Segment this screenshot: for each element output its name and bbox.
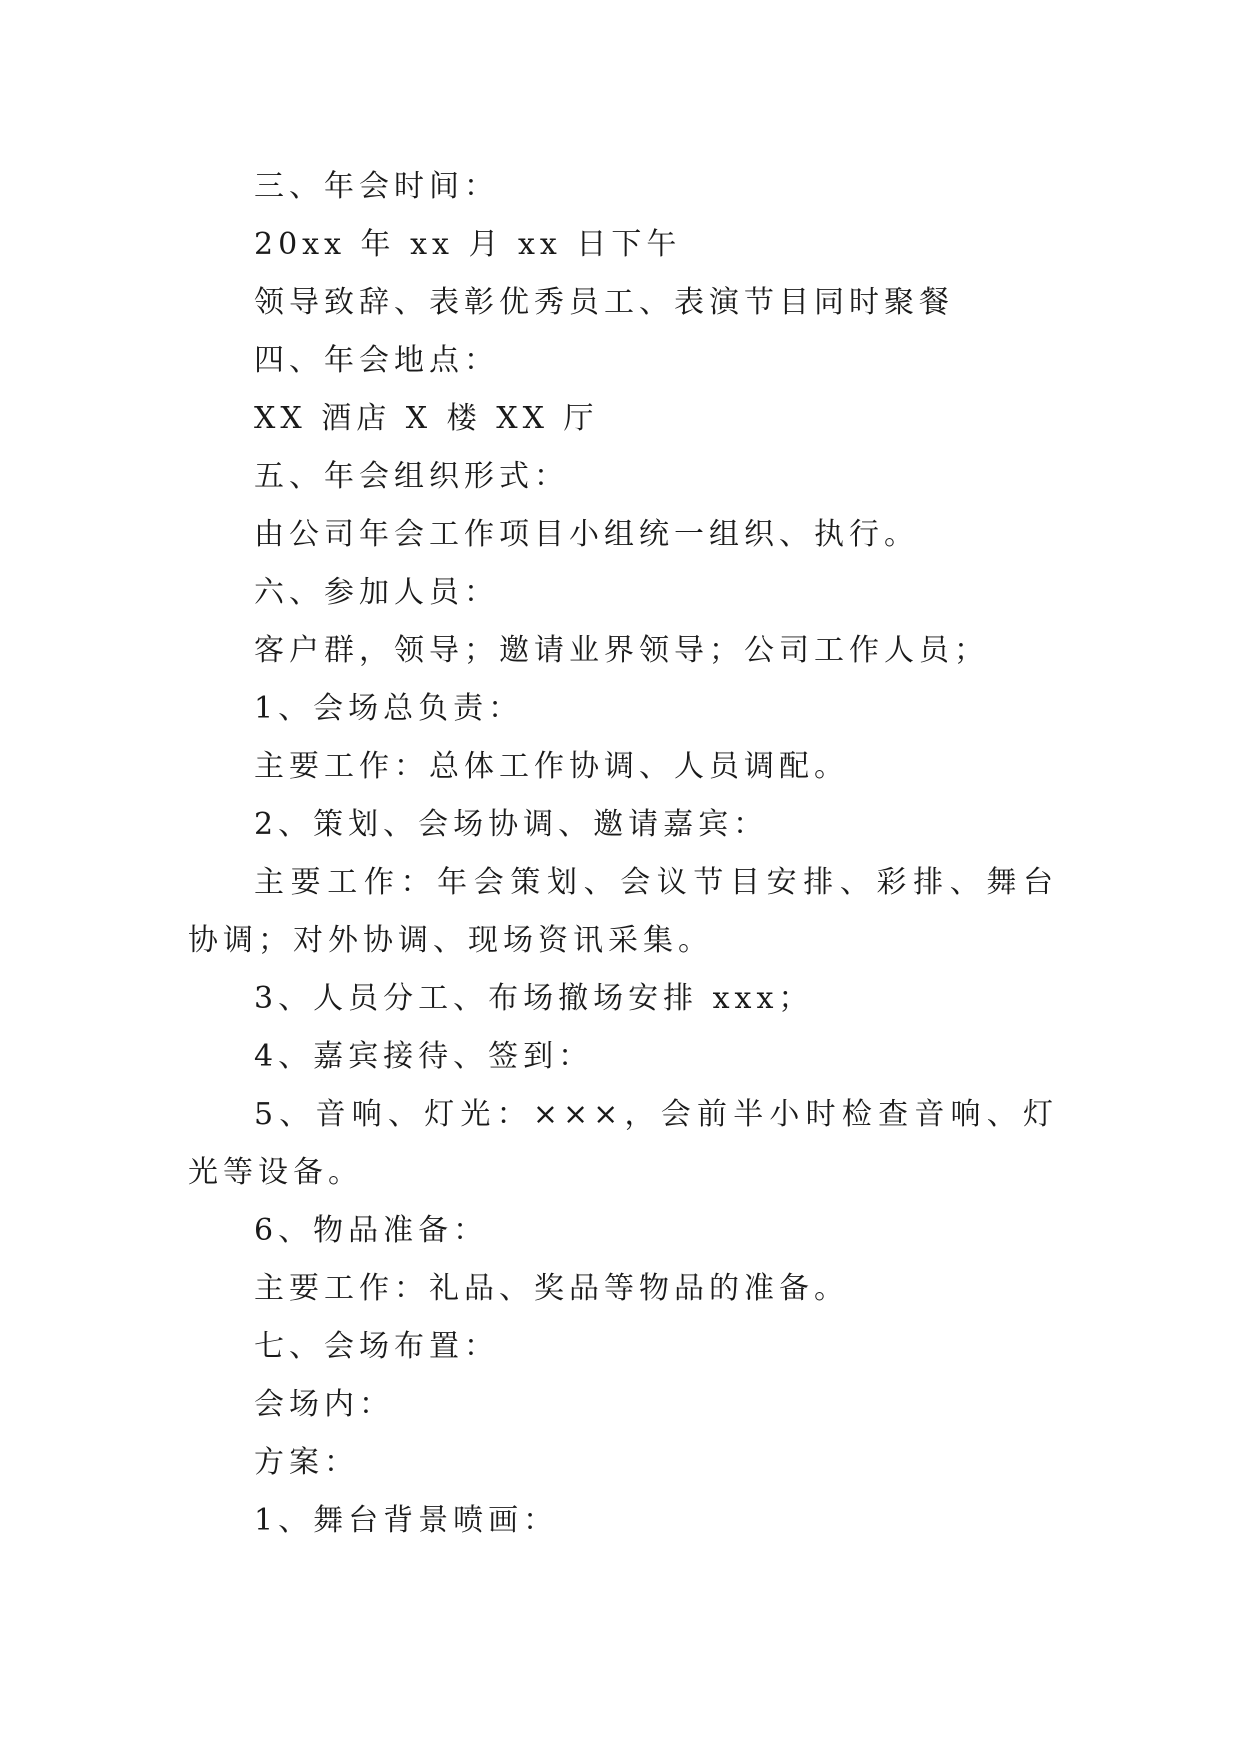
heading-meeting-location: 四、年会地点： [254, 343, 499, 378]
item-reception: 4、嘉宾接待、签到： [254, 1039, 594, 1074]
paragraph-participants: 客户群，领导；邀请业界领导；公司工作人员； [254, 633, 989, 668]
paragraph-organization: 由公司年会工作项目小组统一组织、执行。 [254, 517, 919, 552]
item-supplies: 6、物品准备： [254, 1213, 489, 1248]
paragraph-indoor: 会场内： [254, 1387, 394, 1422]
heading-venue-layout: 七、会场布置： [254, 1329, 499, 1364]
paragraph-plan: 方案： [254, 1445, 359, 1480]
paragraph-date: 20xx 年 xx 月 xx 日下午 [254, 227, 682, 262]
heading-meeting-time: 三、年会时间： [254, 169, 499, 204]
paragraph-venue-lead-duties: 主要工作：总体工作协调、人员调配。 [254, 749, 849, 784]
paragraph-location: XX 酒店 X 楼 XX 厅 [254, 401, 599, 436]
paragraph-supplies-duties: 主要工作：礼品、奖品等物品的准备。 [254, 1271, 849, 1306]
heading-participants: 六、参加人员： [254, 575, 499, 610]
paragraph-agenda: 领导致辞、表彰优秀员工、表演节目同时聚餐 [254, 285, 954, 320]
document-body [188, 158, 1058, 1550]
paragraph-planning-duties: 主要工作：年会策划、会议节目安排、彩排、舞台协调；对外协调、现场资讯采集。 [188, 865, 1058, 958]
item-venue-lead: 1、会场总负责： [254, 691, 524, 726]
heading-organization-form: 五、年会组织形式： [254, 459, 569, 494]
item-stage-backdrop: 1、舞台背景喷画： [254, 1503, 559, 1538]
item-staffing: 3、人员分工、布场撤场安排 xxx； [254, 981, 814, 1016]
item-planning: 2、策划、会场协调、邀请嘉宾： [254, 807, 769, 842]
item-sound-lighting: 5、音响、灯光：×××，会前半小时检查音响、灯光等设备。 [188, 1097, 1058, 1190]
